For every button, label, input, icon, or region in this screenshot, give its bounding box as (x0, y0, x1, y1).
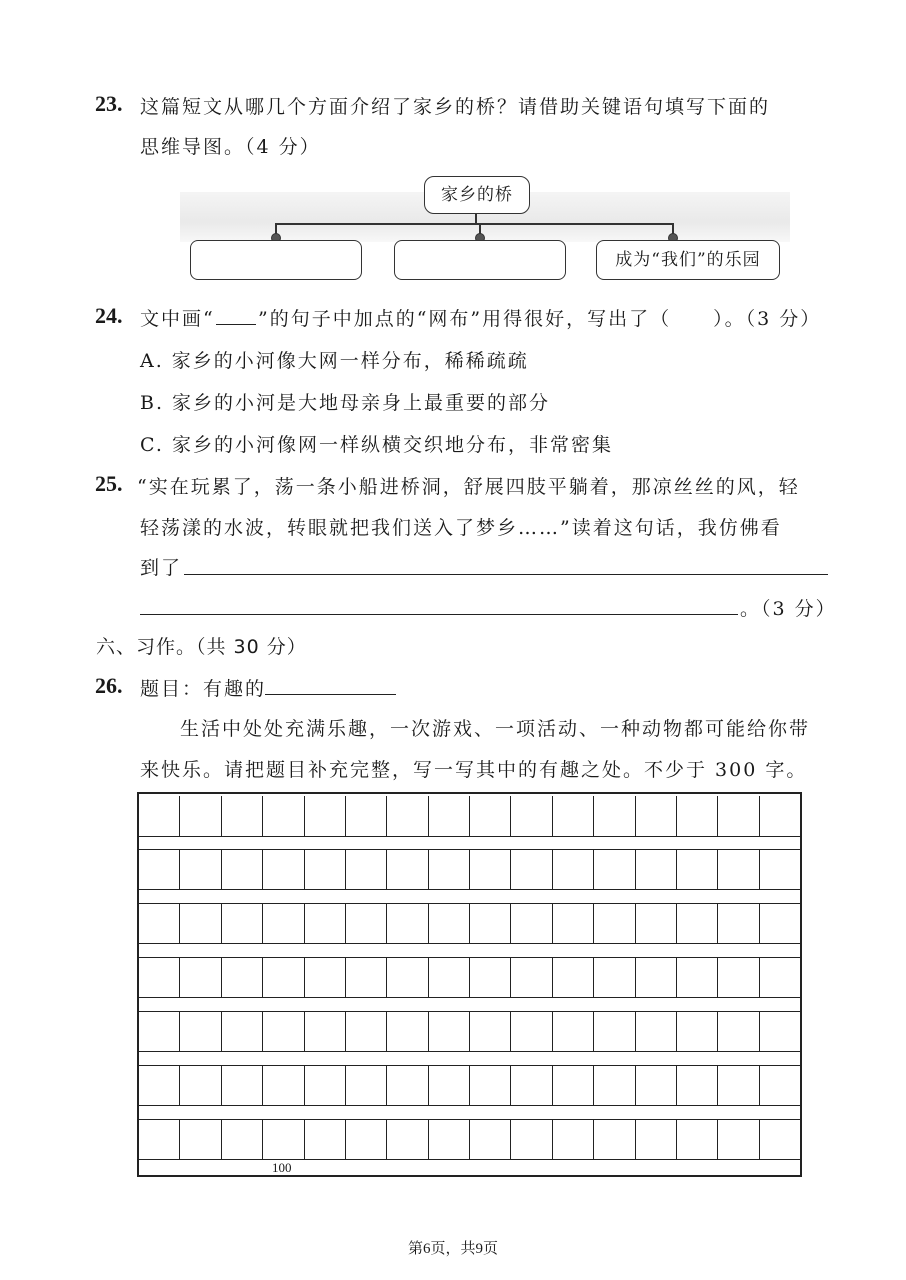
grid-cell[interactable] (346, 796, 387, 837)
grid-cell[interactable] (760, 796, 800, 837)
question-number-24: 24. (95, 303, 123, 328)
question-23-text-line1: 这篇短文从哪几个方面介绍了家乡的桥？请借助关键语句填写下面的 (140, 96, 771, 118)
question-25-quote-line1: “实在玩累了，荡一条小船进桥洞，舒展四肢平躺着，那凉丝丝的风，轻 (137, 476, 800, 498)
grid-cell[interactable] (636, 1011, 677, 1052)
grid-cell[interactable] (222, 957, 263, 998)
question-26-title-label: 题目：有趣的 (140, 678, 267, 700)
grid-cell[interactable] (346, 1011, 387, 1052)
grid-cell[interactable] (511, 903, 552, 944)
question-26-instruction-line2: 来快乐。请把题目补充完整，写一写其中的有趣之处。不少于 300 字。 (140, 759, 808, 781)
question-number-23: 23. (95, 91, 123, 116)
grid-cell[interactable] (636, 1065, 677, 1106)
grid-cell[interactable] (677, 903, 718, 944)
question-24-stem-start: 文中画“ (140, 308, 215, 330)
grid-cell[interactable] (222, 903, 263, 944)
grid-cell[interactable] (263, 1011, 304, 1052)
grid-row[interactable] (139, 1065, 800, 1106)
grid-cell[interactable] (387, 903, 428, 944)
grid-cell[interactable] (594, 903, 635, 944)
question-25-answer-line-1[interactable] (184, 574, 828, 575)
page-number: 第6页，共9页 (407, 1241, 498, 1257)
grid-cell[interactable] (222, 1119, 263, 1160)
grid-cell[interactable] (718, 903, 759, 944)
grid-cell[interactable] (594, 957, 635, 998)
grid-cell[interactable] (677, 957, 718, 998)
grid-row[interactable] (139, 796, 800, 837)
grid-cell[interactable] (511, 1119, 552, 1160)
question-24-option-a[interactable]: A. 家乡的小河像大网一样分布，稀稀疏疏 (140, 350, 529, 372)
grid-cell[interactable] (346, 903, 387, 944)
grid-cell[interactable] (677, 1011, 718, 1052)
grid-cell[interactable] (305, 1119, 346, 1160)
grid-cell[interactable] (553, 1011, 594, 1052)
question-26-instruction-line1: 生活中处处充满乐趣，一次游戏、一项活动、一种动物都可能给你带 (180, 718, 811, 740)
grid-cell[interactable] (222, 849, 263, 890)
connector-line (275, 223, 673, 225)
question-24-option-c[interactable]: C. 家乡的小河像网一样纵横交织地分布，非常密集 (140, 434, 613, 456)
grid-cell[interactable] (760, 1119, 800, 1160)
grid-row[interactable] (139, 957, 800, 998)
grid-cell[interactable] (346, 957, 387, 998)
grid-cell[interactable] (760, 1011, 800, 1052)
grid-cell[interactable] (139, 796, 180, 837)
grid-cell[interactable] (305, 1011, 346, 1052)
grid-cell[interactable] (180, 1119, 221, 1160)
grid-cell[interactable] (594, 849, 635, 890)
grid-cell[interactable] (677, 1065, 718, 1106)
grid-cell[interactable] (760, 957, 800, 998)
grid-cell[interactable] (387, 796, 428, 837)
grid-cell[interactable] (553, 957, 594, 998)
grid-row[interactable] (139, 903, 800, 944)
question-25-score: 。（3 分） (740, 598, 837, 620)
grid-cell[interactable] (553, 1119, 594, 1160)
grid-row[interactable] (139, 849, 800, 890)
question-25-answer-line-2[interactable] (140, 614, 738, 615)
mind-map-answer-box-2[interactable] (394, 240, 566, 280)
grid-row[interactable] (139, 1119, 800, 1160)
grid-cell[interactable] (387, 1065, 428, 1106)
question-24-option-b[interactable]: B. 家乡的小河是大地母亲身上最重要的部分 (140, 392, 551, 414)
grid-cell[interactable] (636, 1119, 677, 1160)
grid-cell[interactable] (222, 1065, 263, 1106)
grid-cell[interactable] (594, 1119, 635, 1160)
grid-cell[interactable] (429, 796, 470, 837)
grid-cell[interactable] (470, 1011, 511, 1052)
grid-cell[interactable] (222, 796, 263, 837)
grid-cell[interactable] (511, 849, 552, 890)
grid-cell[interactable] (305, 957, 346, 998)
grid-cell[interactable] (760, 849, 800, 890)
grid-cell[interactable] (636, 849, 677, 890)
section-6-title: 六、习作。（共 30 分） (96, 636, 307, 658)
grid-cell[interactable] (387, 1119, 428, 1160)
grid-cell[interactable] (180, 796, 221, 837)
grid-cell[interactable] (429, 1065, 470, 1106)
grid-cell[interactable] (180, 1065, 221, 1106)
grid-cell[interactable] (718, 957, 759, 998)
grid-cell[interactable] (470, 849, 511, 890)
grid-cell[interactable] (139, 903, 180, 944)
grid-cell[interactable] (553, 903, 594, 944)
grid-cell[interactable] (553, 796, 594, 837)
grid-cell[interactable] (429, 903, 470, 944)
grid-cell[interactable] (180, 903, 221, 944)
grid-cell[interactable] (305, 796, 346, 837)
grid-cell[interactable] (387, 957, 428, 998)
question-25-quote-line2: 轻荡漾的水波，转眼就把我们送入了梦乡……”读着这句话，我仿佛看 (140, 517, 782, 539)
grid-cell[interactable] (429, 849, 470, 890)
grid-cell[interactable] (429, 957, 470, 998)
grid-cell[interactable] (305, 849, 346, 890)
grid-cell[interactable] (760, 903, 800, 944)
grid-cell[interactable] (139, 1119, 180, 1160)
grid-cell[interactable] (263, 903, 304, 944)
grid-cell[interactable] (429, 1119, 470, 1160)
grid-cell[interactable] (677, 849, 718, 890)
grid-cell[interactable] (346, 1119, 387, 1160)
grid-cell[interactable] (180, 1011, 221, 1052)
grid-cell[interactable] (305, 903, 346, 944)
grid-count-marker: 100 (272, 1160, 292, 1175)
grid-cell[interactable] (718, 1011, 759, 1052)
grid-cell[interactable] (263, 849, 304, 890)
grid-cell[interactable] (139, 849, 180, 890)
grid-cell[interactable] (470, 1119, 511, 1160)
grid-cell[interactable] (636, 903, 677, 944)
grid-cell[interactable] (718, 1065, 759, 1106)
grid-cell[interactable] (305, 1065, 346, 1106)
question-24-underline-sample (216, 324, 256, 325)
grid-cell[interactable] (718, 849, 759, 890)
question-26-title-blank[interactable] (265, 694, 396, 695)
grid-cell[interactable] (346, 849, 387, 890)
grid-cell[interactable] (677, 1119, 718, 1160)
grid-cell[interactable] (594, 1011, 635, 1052)
grid-cell[interactable] (387, 849, 428, 890)
grid-cell[interactable] (470, 957, 511, 998)
grid-cell[interactable] (346, 1065, 387, 1106)
grid-cell[interactable] (263, 796, 304, 837)
mind-map-root: 家乡的桥 (424, 176, 530, 214)
question-23-text-line2: 思维导图。（4 分） (140, 136, 321, 158)
grid-cell[interactable] (222, 1011, 263, 1052)
grid-cell[interactable] (263, 957, 304, 998)
grid-cell[interactable] (139, 1011, 180, 1052)
grid-cell[interactable] (553, 849, 594, 890)
question-number-25: 25. (95, 471, 123, 496)
grid-cell[interactable] (511, 796, 552, 837)
grid-cell[interactable] (139, 957, 180, 998)
mind-map-branch-3: 成为“我们”的乐园 (596, 240, 780, 280)
grid-cell[interactable] (429, 1011, 470, 1052)
grid-cell[interactable] (636, 957, 677, 998)
grid-cell[interactable] (511, 957, 552, 998)
grid-cell[interactable] (718, 1119, 759, 1160)
question-25-prompt: 到了 (140, 557, 183, 579)
grid-cell[interactable] (677, 796, 718, 837)
question-24-stem-end: ”的句子中加点的“网布”用得很好，写出了（ ）。（3 分） (258, 308, 822, 330)
grid-cell[interactable] (718, 796, 759, 837)
grid-cell[interactable] (511, 1011, 552, 1052)
mind-map-answer-box-1[interactable] (190, 240, 362, 280)
composition-grid[interactable] (137, 792, 802, 1177)
grid-cell[interactable] (511, 1065, 552, 1106)
grid-cell[interactable] (180, 957, 221, 998)
grid-cell[interactable] (594, 1065, 635, 1106)
grid-cell[interactable] (594, 796, 635, 837)
grid-cell[interactable] (139, 1065, 180, 1106)
grid-row[interactable] (139, 1011, 800, 1052)
grid-cell[interactable] (760, 1065, 800, 1106)
grid-cell[interactable] (263, 1065, 304, 1106)
grid-cell[interactable] (636, 796, 677, 837)
question-number-26: 26. (95, 673, 123, 698)
grid-cell[interactable] (387, 1011, 428, 1052)
grid-cell[interactable] (263, 1119, 304, 1160)
grid-cell[interactable] (470, 1065, 511, 1106)
grid-cell[interactable] (553, 1065, 594, 1106)
grid-cell[interactable] (470, 903, 511, 944)
grid-cell[interactable] (180, 849, 221, 890)
grid-cell[interactable] (470, 796, 511, 837)
